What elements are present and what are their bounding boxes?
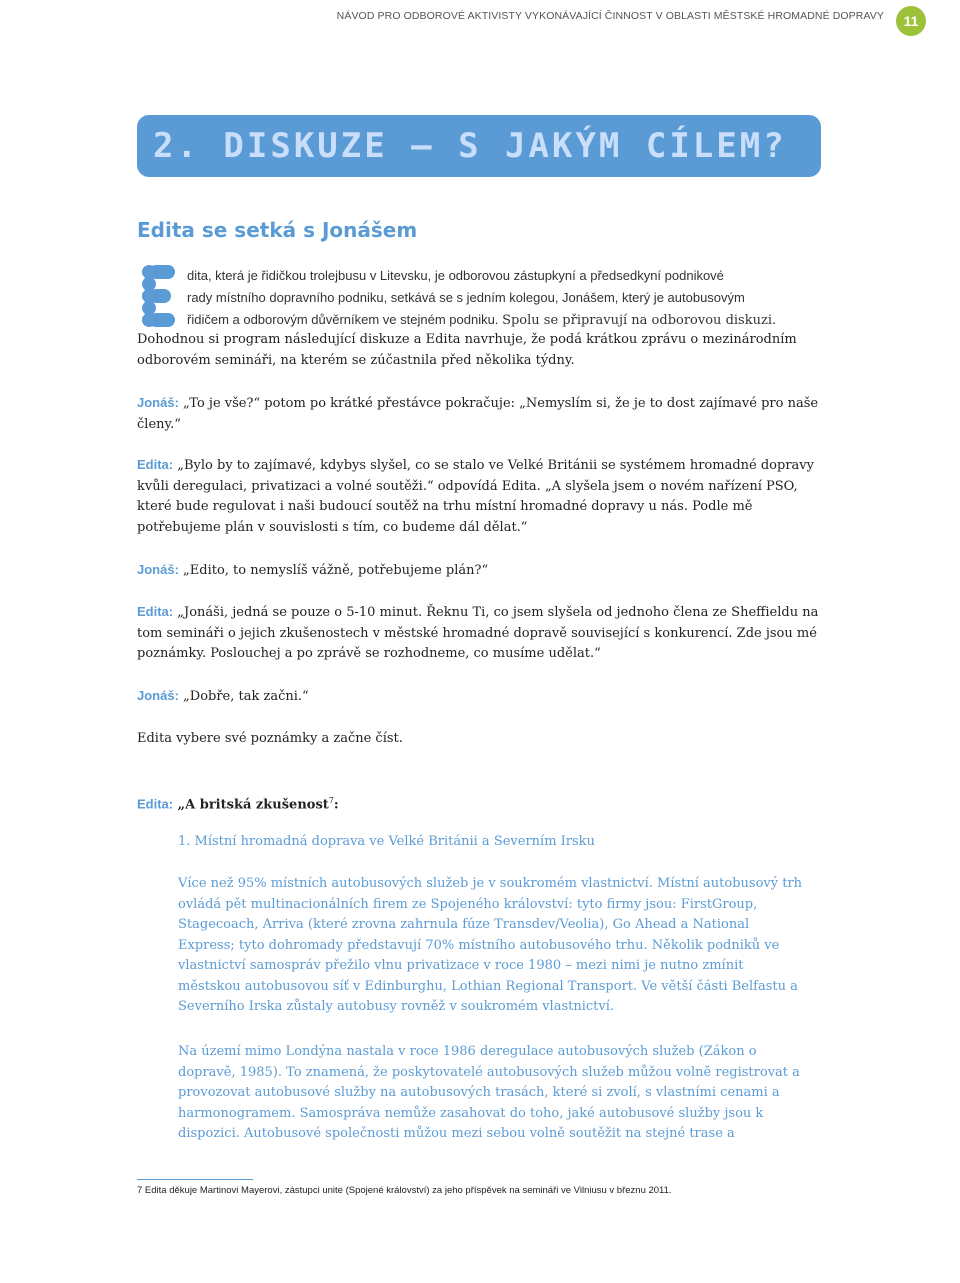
running-header: NÁVOD PRO ODBOROVÉ AKTIVISTY VYKONÁVAJÍCÍ ČINNOST V OBLASTI MĚSTSKÉ HROMADNÉ DOPRAVY [336,10,884,22]
narration: Edita vybere své poznámky a začne číst. [137,731,403,746]
chapter-title: 2. DISKUZE – S JAKÝM CÍLEM? [153,126,787,166]
speaker-label: Edita: [137,796,174,812]
intro-line-2: rady místního dopravního podniku, setkává se s jedním kolegou, Jonášem, který je autobusovým [187,290,745,305]
dialogue-text: „Bylo by to zajímavé, kdybys slyšel, co se stalo ve Velké Británii se systémem hromadné dopravy kvůli deregulaci, privatizaci a volné soutěži.“ odpovídá Edita. „A slyšela jsem o novém nařízení PSO, které bude regulovat i naši budoucí soutěž na trhu místní hromadné dopravy u nás. Podle mě potřebujeme plán v souvislosti s tím, co budeme dál dělat.“ [137,458,814,535]
chapter-banner [137,115,821,177]
notes-paragraph-2: Na území mimo Londýna nastala v roce 1986 deregulace autobusových služeb (Zákon o dopravě, 1985). To znamená, že poskytovatelé autobusových služeb můžou volně registrovat a provozovat autobusové služby na autobusových trasách, které si zvolí, s vlastními cenami a harmonogramem. Samospráva nemůže zasahovat do toho, jaké autobusové služby jsou k dispozici. Autobusové společnosti můžou mezi sebou volně soutěžit na stejné trase a [178,1044,800,1141]
speaker-label: Jonáš: [137,688,179,703]
dialogue-text: „To je vše?“ potom po krátké přestávce pokračuje: „Nemyslím si, že je to dost zajímavé pro naše členy.“ [137,396,819,432]
intro-paragraph: Dohodnou si program následující diskuze a Edita navrhuje, že podá krátkou zprávu o mezinárodním odborovém semináři, na kterém se zúčastnila před několika týdny. [137,332,797,368]
speaker-label: Jonáš: [137,395,179,410]
intro-line-3-serif: Spolu se připravují na odborovou diskuzi. [502,313,777,328]
footnote-rule [137,1179,253,1180]
speaker-label: Edita: [137,604,174,619]
report-title: „A britská zkušenost [173,797,329,813]
dialogue-text: „Edito, to nemyslíš vážně, potřebujeme plán?“ [178,563,489,578]
speaker-label: Jonáš: [137,562,179,577]
dialogue-text: „Dobře, tak začni.“ [178,689,309,704]
dialogue-line-1 [137,393,827,435]
dialogue-line-5 [137,686,827,708]
footnote: 7 Edita děkuje Martinovi Mayerovi, zástupci unite (Spojené království) za jeho příspěvek na semináři ve Vilniusu v březnu 2011. [137,1185,672,1196]
notes-paragraph-1: Více než 95% místních autobusových služeb je v soukromém vlastnictví. Místní autobusový trh ovládá pět multinacionálních firem ze Spojeného království: tyto firmy jsou: FirstGroup, Stagecoach, Arriva (které zrovna zahrnula fúze Transdev/Veolia), Go Ahead a National Express; tyto dohromady představují 70% místního autobusového trhu. Několik podniků ve vlastnictví samospráv přežilo vlnu privatizace v roce 1980 – mezi nimi je nutno zmínit městskou autobusovou síť v Edinburghu, Lothian Regional Transport. Ve větší části Belfastu a Severního Irska zůstaly autobusy rovněž v soukromém vlastnictví. [178,876,803,1014]
notes-heading: 1. Místní hromadná doprava ve Velké Británii a Severním Irsku [178,834,595,849]
dialogue-line-4 [137,602,827,665]
page-number-badge: 11 [896,6,926,36]
intro-line-3-sans: řidičem a odborovým důvěrníkem ve stejném podniku. [187,312,499,327]
report-title-end: : [333,797,339,813]
intro-line-3 [187,310,776,332]
footnote-ref: 7 [328,796,334,805]
report-intro [137,791,827,816]
speaker-label: Edita: [137,457,174,472]
drop-cap-e-icon [141,264,177,328]
dialogue-line-2 [137,455,827,538]
dialogue-text: „Jonáši, jedná se pouze o 5-10 minut. Řeknu Ti, co jsem slyšela od jednoho člena ze Sheffieldu na tom semináři o jejich zkušenostech v městské hromadné dopravě související s konkurencí. Zde jsou mé poznámky. Poslouchej a po zprávě se rozhodneme, co musíme udělat.“ [137,605,819,661]
section-heading: Edita se setká s Jonášem [137,218,418,242]
intro-line-1: dita, která je řidičkou trolejbusu v Litevsku, je odborovou zástupkyní a předsedkyní podnikové [187,268,724,283]
dialogue-line-3 [137,560,827,582]
